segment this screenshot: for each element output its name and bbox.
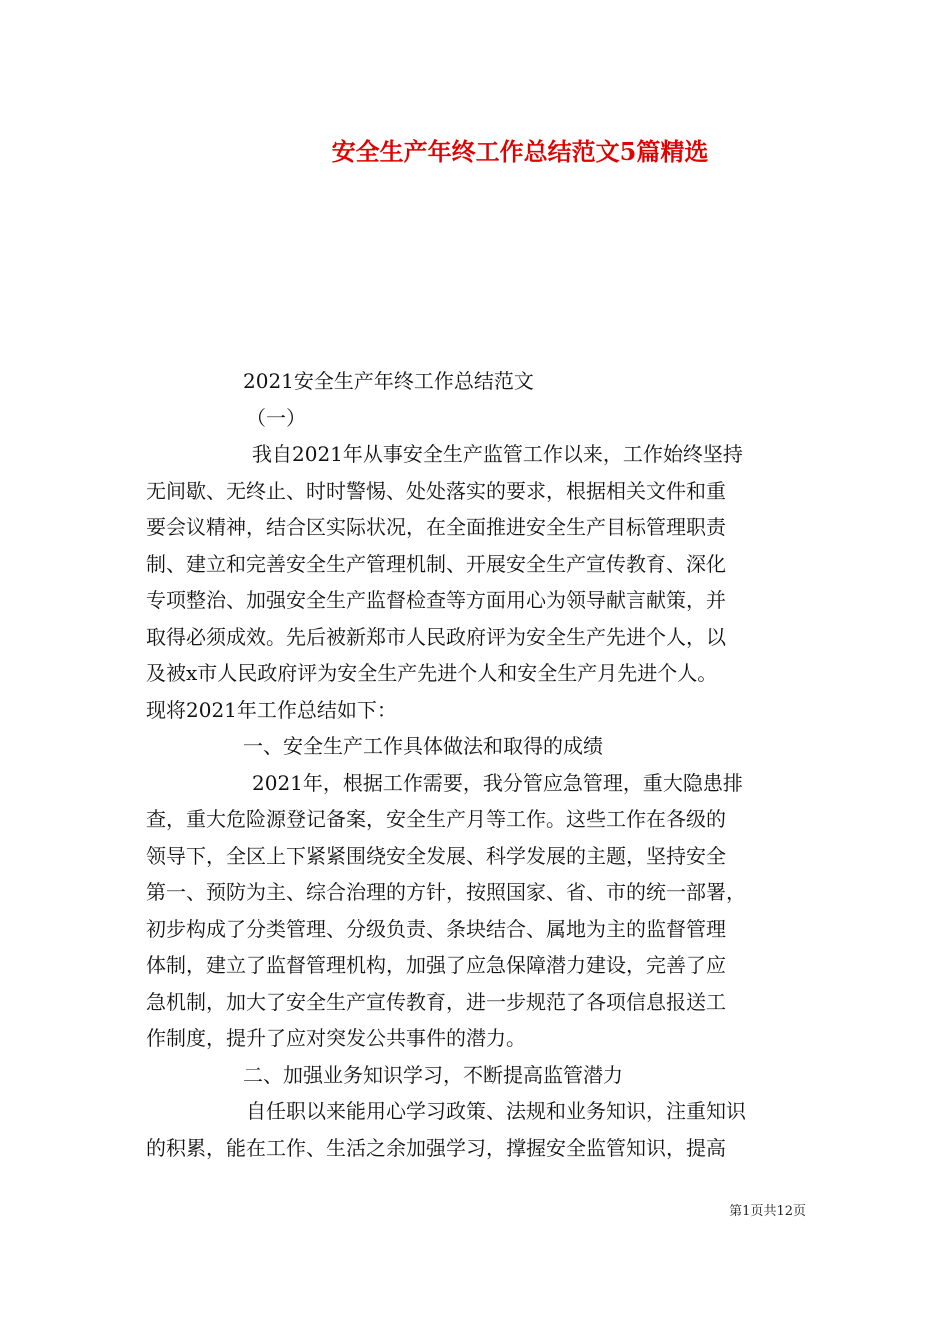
paragraph-line: 2021年，根据工作需要，我分管应急管理，重大隐患排 (252, 770, 743, 795)
page-number: 第1页共12页 (729, 1204, 806, 1219)
document-body (146, 363, 806, 1166)
paragraph-line: 急机制，加大了安全生产宣传教育，进一步规范了各项信息报送工 (146, 989, 726, 1014)
paragraph-line: 领导下，全区上下紧紧围绕安全发展、科学发展的主题，坚持安全 (146, 843, 726, 868)
paragraph-line: 我自2021年从事安全生产监管工作以来，工作始终坚持 (252, 442, 743, 466)
paragraph-line: 及被x市人民政府评为安全生产先进个人和安全生产月先进个人。 (146, 661, 718, 685)
subsection-heading: 二、加强业务知识学习，不断提高监管潜力 (243, 1062, 623, 1087)
paragraph-line: 自任职以来能用心学习政策、法规和业务知识，注重知识 (246, 1099, 746, 1123)
paragraph-line: 作制度，提升了应对突发公共事件的潜力。 (146, 1026, 526, 1050)
paragraph-line: 专项整治、加强安全生产监督检查等方面用心为领导献言献策，并 (146, 588, 726, 612)
paragraph-line: 查，重大危险源登记备案，安全生产月等工作。这些工作在各级的 (146, 807, 726, 831)
paragraph-line: 无间歇、无终止、时时警惕、处处落实的要求，根据相关文件和重 (146, 478, 726, 503)
section-heading: 2021安全生产年终工作总结范文 (243, 369, 534, 393)
paragraph-line: 体制，建立了监督管理机构，加强了应急保障潜力建设，完善了应 (146, 953, 726, 977)
subsection-heading: 一、安全生产工作具体做法和取得的成绩 (243, 734, 603, 758)
paragraph-line: 取得必须成效。先后被新郑市人民政府评为安全生产先进个人，以 (146, 624, 726, 649)
paragraph-line: 要会议精神，结合区实际状况，在全面推进安全生产目标管理职责 (146, 515, 726, 539)
paragraph-line: 的积累，能在工作、生活之余加强学习，撑握安全监管知识，提高 (146, 1135, 726, 1160)
paragraph-line: 初步构成了分类管理、分级负责、条块结合、属地为主的监督管理 (146, 916, 726, 941)
paragraph-line: 现将2021年工作总结如下： (146, 697, 397, 722)
document-title: 安全生产年终工作总结范文5篇精选 (331, 137, 709, 166)
paragraph-line: 制、建立和完善安全生产管理机制、开展安全生产宣传教育、深化 (146, 551, 726, 576)
paragraph-line: 第一、预防为主、综合治理的方针，按照国家、省、市的统一部署， (146, 880, 746, 904)
section-number: （一） (246, 405, 306, 430)
